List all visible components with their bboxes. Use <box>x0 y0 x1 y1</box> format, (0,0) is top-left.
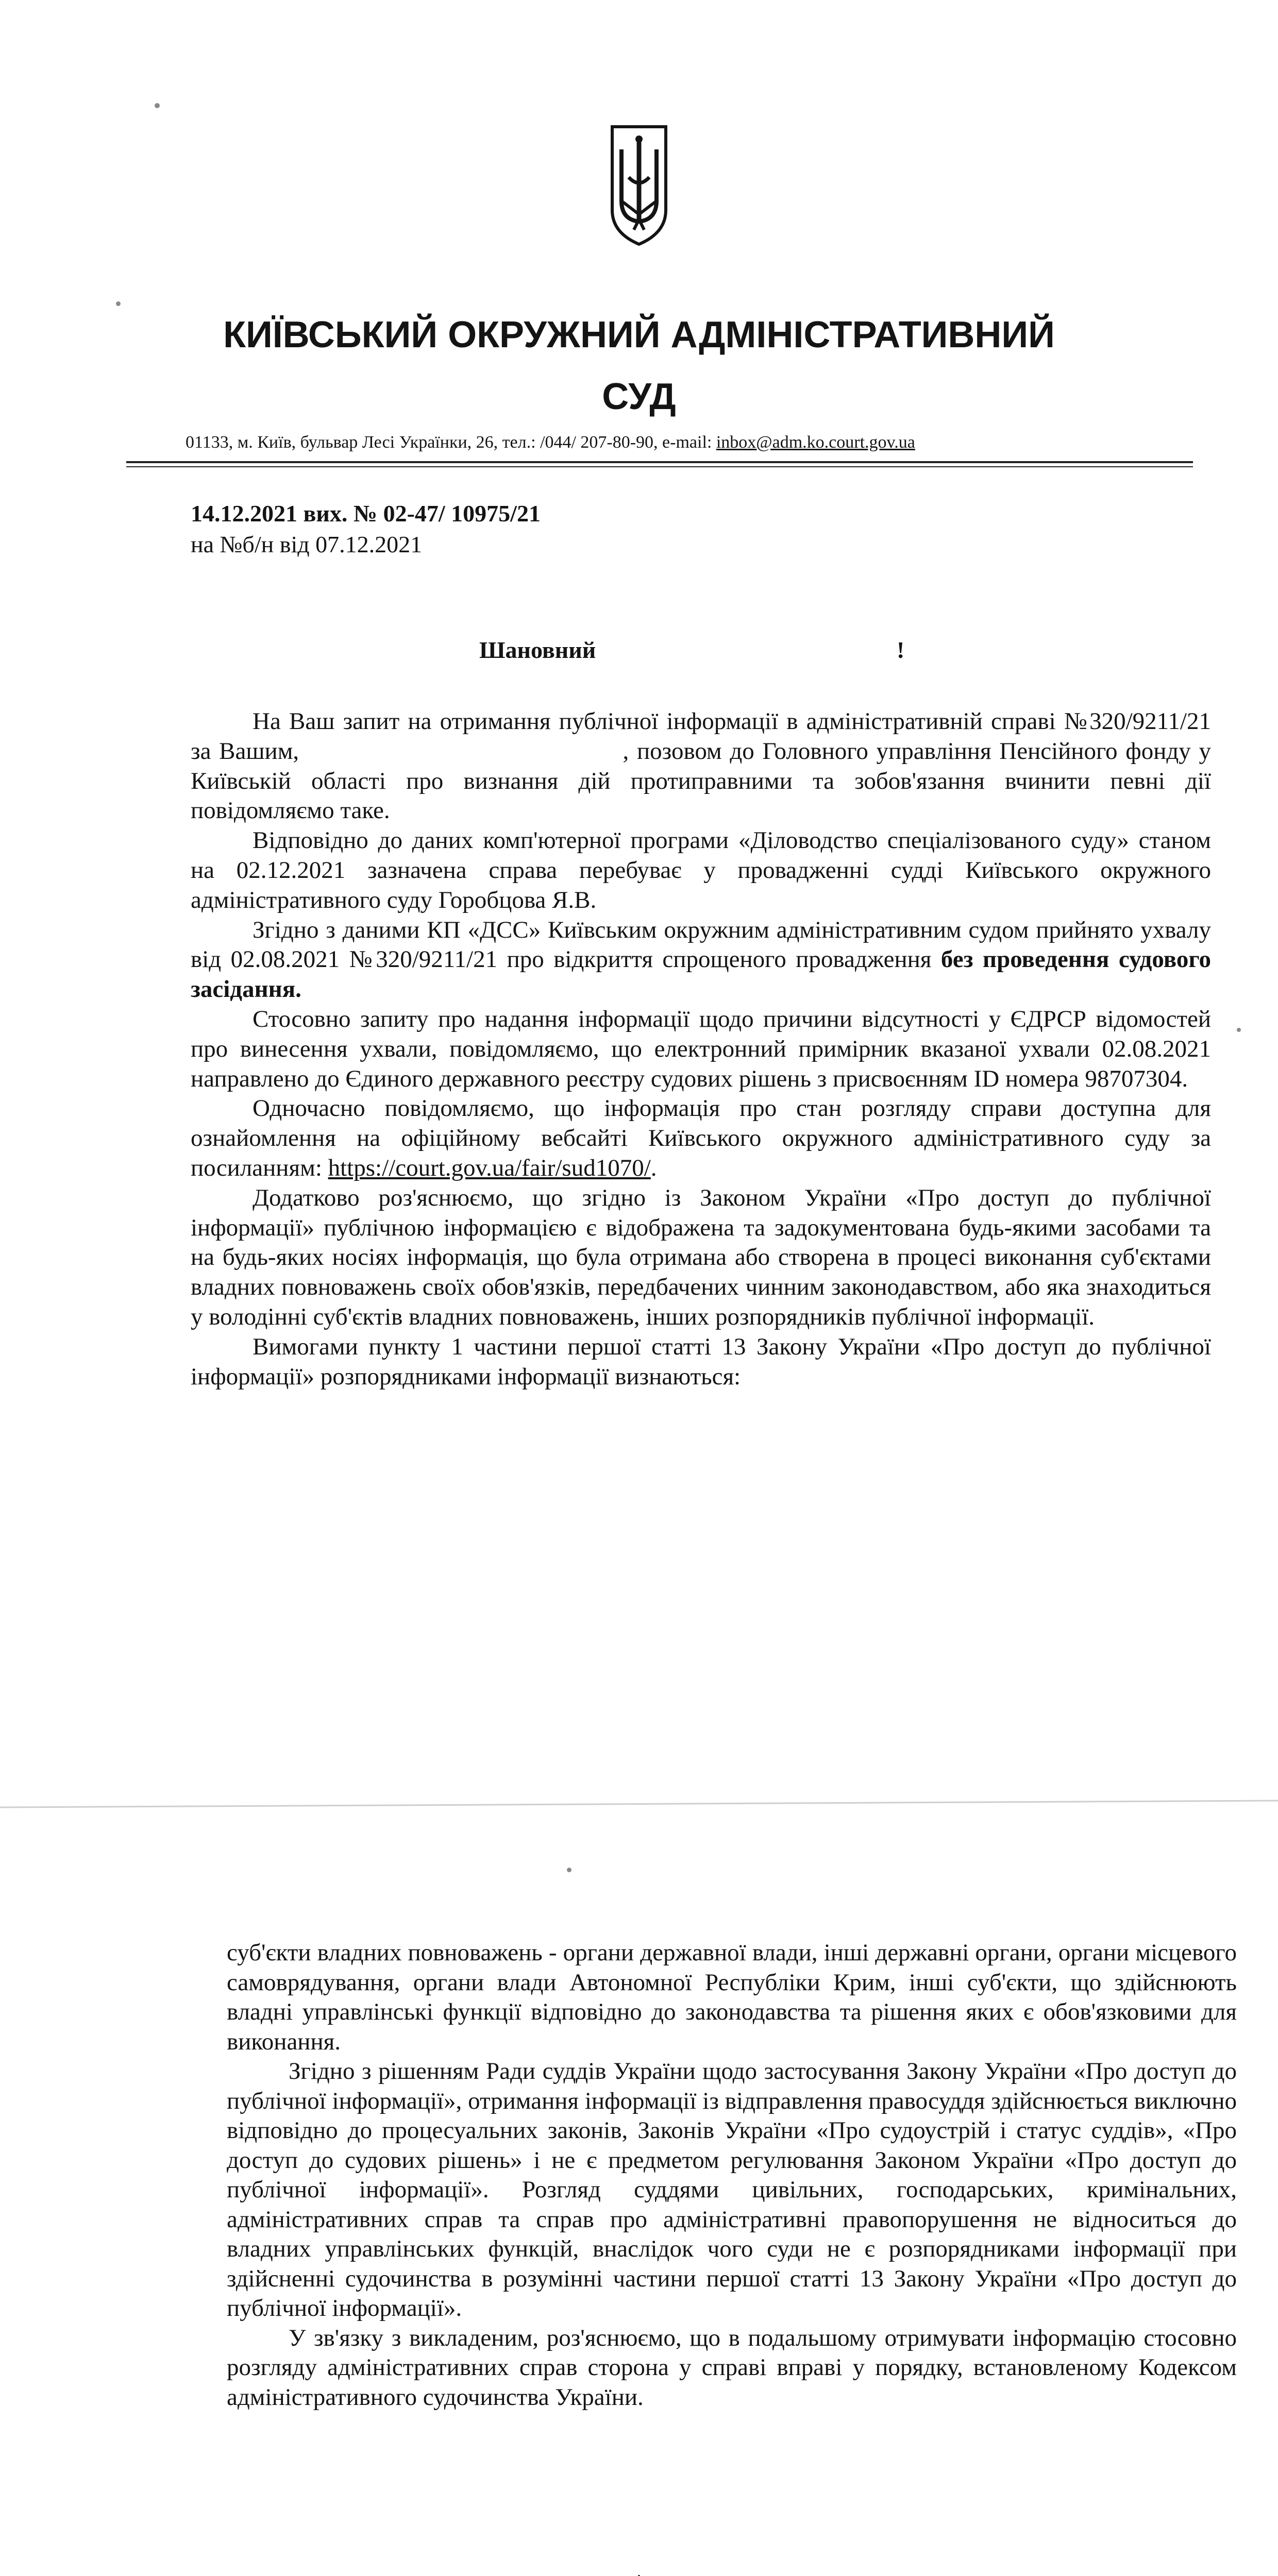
paragraph-request: На Ваш запит на отримання публічної інформації в адміністративній справі №320/9211/21 за Вашим, , позовом до Головного управління Пенсійного фонду у Київській області про визнання дій протиправними та зобов'язання вчинити певні дії повідомляємо таке. <box>191 708 1217 824</box>
paragraph-public-info-definition: Додатково роз'яснюємо, що згідно із Законом України «Про доступ до публічної інформації» публічною інформацією є відображена та задокументована будь-якими засобами та на будь-яких носіях інформація, що була отримана або створена в процесі виконання суб'єктами владних повноважень своїх обов'язків, передбачених чинним законодавством, або яка знаходиться у володінні суб'єктів владних повноважень, інших розпорядників публічної інформації. <box>191 1184 1211 1330</box>
paragraph-ruling <box>191 916 1211 1005</box>
salutation-text: Шановний <box>479 637 596 663</box>
paragraph-registry: Стосовно запиту про надання інформації щодо причини відсутності у ЄДРСР відомостей про винесення ухвали, повідомляємо, що електронний примірник вказаної ухвали 02.08.2021 направлено до Єдиного державного реєстру судових рішень з присвоєнням ID номера 98707304. <box>191 1005 1211 1092</box>
paragraph-council-decision: Згідно з рішенням Ради суддів України щодо застосування Закону України «Про доступ до публічної інформації», отримання інформації із відправлення правосуддя здійснюється виключно відповідно до процесуальних законів, Законів України «Про судоустрій і статус суддів», «Про доступ до судових рішень» і не є предметом регулювання Законом України «Про доступ до публічної інформації». Розгляд суддями цивільних, господарських, кримінальних, адміністративних справ та справ про адміністративні правопорушення не відноситься до владних управлінських функцій, внаслідок чого суди не є розпорядниками інформації при здійсненні судочинства в розумінні частини першої статті 13 Закону України «Про доступ до публічної інформації». <box>227 2058 1237 2321</box>
email-link[interactable]: inbox@adm.ko.court.gov.ua <box>716 433 915 452</box>
address-text: 01133, м. Київ, бульвар Лесі Українки, 26, тел.: /044/ 207-80-90, e-mail: <box>186 433 716 452</box>
salutation-end: ! <box>897 637 905 663</box>
scan-speck <box>567 1868 571 1872</box>
outgoing-number: 14.12.2021 вих. № 02-47/ 10975/21 <box>191 500 541 527</box>
ruling-bold-text: без проведення судового засідання. <box>191 946 1211 1003</box>
letter-body-page2 <box>227 1938 1237 2412</box>
court-name-line1: КИЇВСЬКИЙ ОКРУЖНИЙ АДМІНІСТРАТИВНИЙ <box>223 314 1055 355</box>
website-text: Одночасно повідомляємо, що інформація про стан розгляду справи доступна для ознайомлення на офіційному вебсайті Київського окружного адміністративного суду за посиланням: <box>191 1095 1211 1181</box>
header-rule-thin <box>126 466 1193 467</box>
paragraph-law-requirements: Вимогами пункту 1 частини першої статті 13 Закону України «Про доступ до публічної інформації» розпорядниками інформації визнаються: <box>191 1333 1211 1390</box>
website-text-end: . <box>650 1154 657 1181</box>
paragraph-program-data: Відповідно до даних комп'ютерної програми «Діловодство спеціалізованого суду» станом на 02.12.2021 зазначена справа перебуває у провадженні судді Київського окружного адміністративного суду Горобцова Я.В. <box>191 827 1211 913</box>
incoming-reference: на №б/н від 07.12.2021 <box>191 531 423 557</box>
handwritten-signature <box>567 2555 959 2576</box>
coat-of-arms-emblem <box>608 124 670 247</box>
paragraph-website <box>191 1094 1211 1183</box>
scan-speck <box>155 103 160 108</box>
ruling-text: Згідно з даними КП «ДСС» Київським окружним адміністративним судом прийнято ухвалу від 02.08.2021 №320/9211/21 про відкриття спрощеного провадження <box>191 916 1211 973</box>
court-name-line2: СУД <box>602 376 676 417</box>
salutation <box>479 636 943 664</box>
court-website-link[interactable]: https://court.gov.ua/fair/sud1070/ <box>328 1154 651 1181</box>
scan-speck <box>1237 1028 1241 1032</box>
letter-body-page1 <box>191 707 1217 1392</box>
paragraph-conclusion: У зв'язку з викладеним, роз'яснюємо, що в подальшому отримувати інформацію стосовно розгляду адміністративних справ сторона у справі вправі у порядку, встановленому Кодексом адміністративного судочинства України. <box>227 2324 1237 2411</box>
header-rule <box>126 461 1193 463</box>
paragraph-authority-subjects: суб'єкти владних повноважень - органи державної влади, інші державні органи, органи місцевого самоврядування, органи влади Автономної Республіки Крим, інші суб'єкти, що здійснюють владні управлінські функції відповідно до законодавства та рішення яких є обов'язковими для виконання. <box>227 1939 1237 2055</box>
court-address <box>186 433 1196 452</box>
page-break-line <box>0 1800 1278 1808</box>
court-name <box>0 304 1278 428</box>
